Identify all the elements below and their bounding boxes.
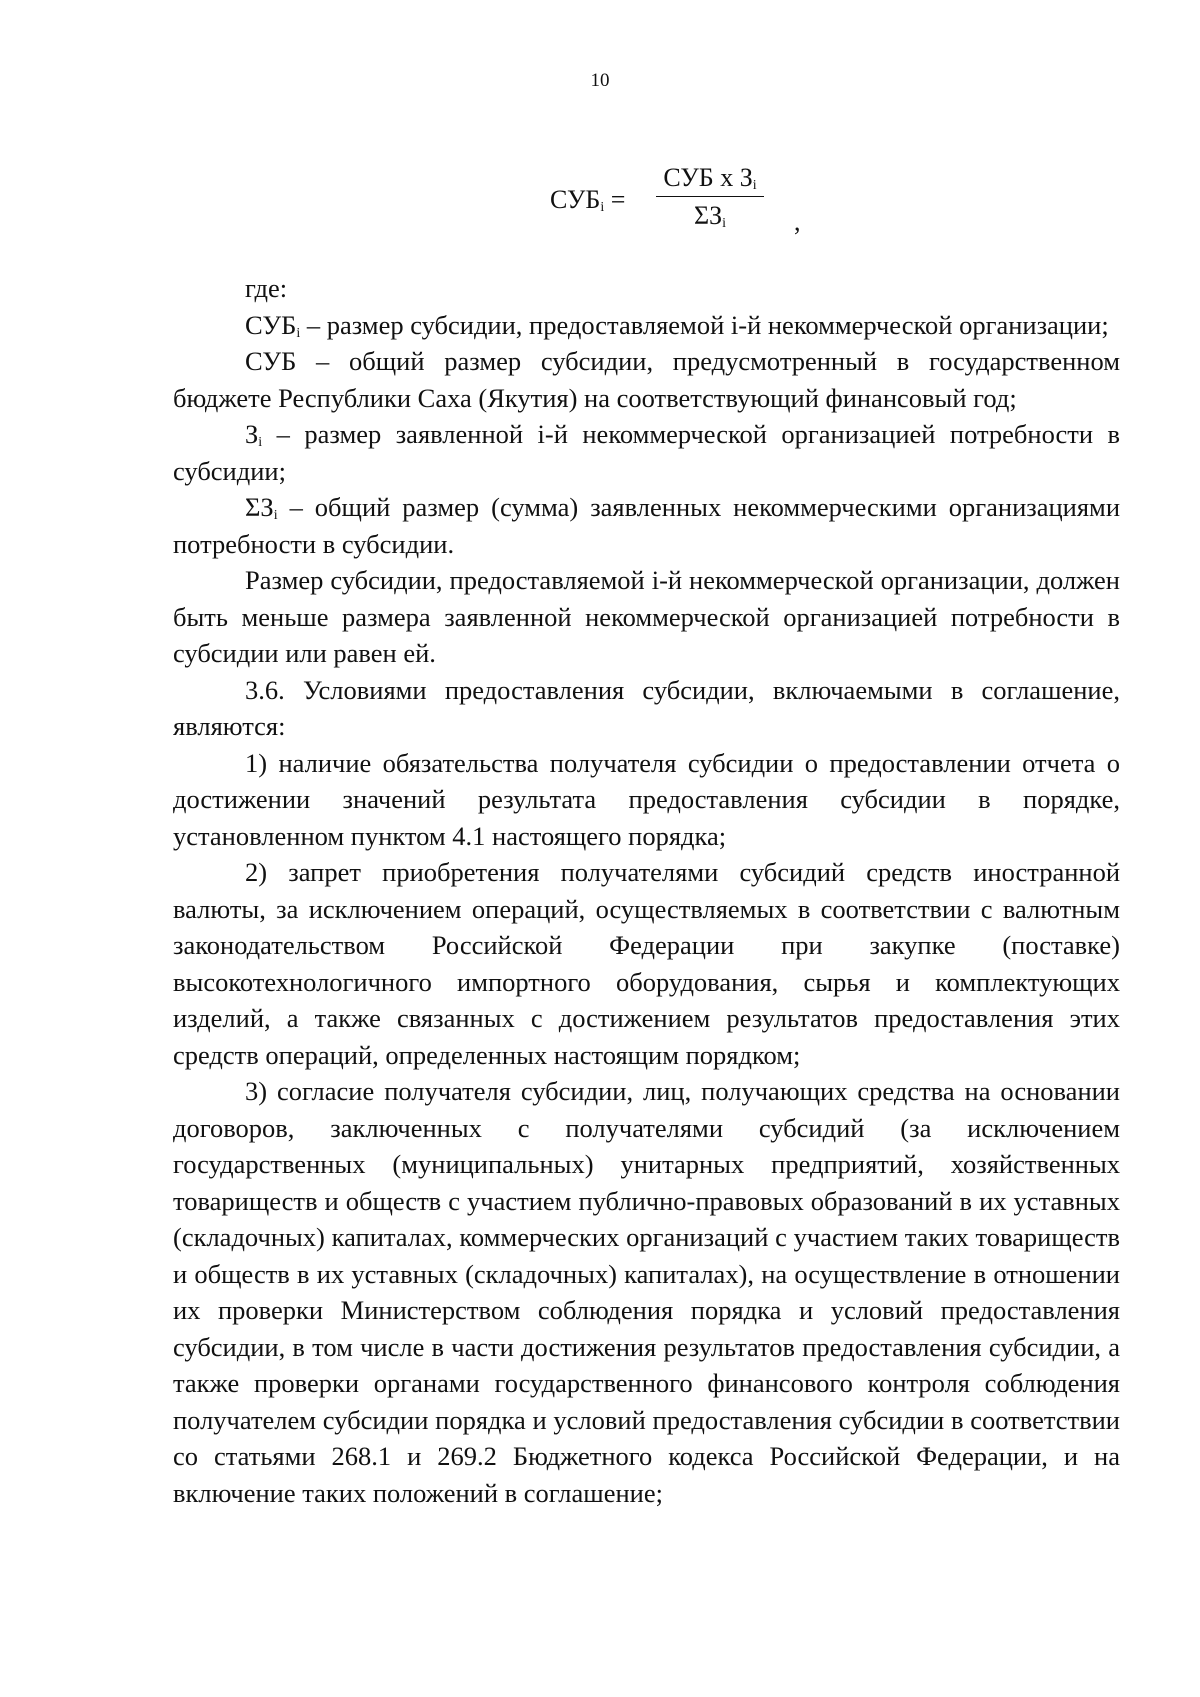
formula-lhs-subscript: i <box>600 200 605 215</box>
definition-z-i-text: – размер заявленной i-й некоммерческой организацией потребности в субсидии; <box>173 419 1120 486</box>
formula-numerator-subscript: i <box>752 178 757 193</box>
symbol-z-i: З <box>245 419 259 449</box>
symbol-sum-z-i-subscript: i <box>273 508 278 523</box>
symbol-z-i-subscript: i <box>258 435 263 450</box>
condition-3: 3) согласие получателя субсидии, лиц, получающих средства на основании договоров, заключенных с получателями субсидий (за исключением государственных (муниципальных) унитарных предприятий, хозяйственных товариществ и обществ с участием публично-правовых образований в их уставных (складочных) капиталах, коммерческих организаций с участием таких товариществ и обществ в их уставных (складочных) капиталах), на осуществление в отношении их проверки Министерством соблюдения порядка и условий предоставления субсидии, в том числе в части достижения результатов предоставления субсидии, а также проверки органами государственного финансового контроля соблюдения получателем субсидии порядка и условий предоставления субсидии в соответствии со статьями 268.1 и 269.2 Бюджетного кодекса Российской Федерации, и на включение таких положений в соглашение; <box>173 1076 1120 1508</box>
definition-sum-z-i-text: – общий размер (сумма) заявленных некоммерческими организациями потребности в субсидии. <box>173 492 1120 559</box>
formula-denominator-subscript: i <box>722 216 727 231</box>
formula-lhs <box>550 185 625 215</box>
definition-sub-i <box>173 307 1120 344</box>
paragraph-subsidy-size: Размер субсидии, предоставляемой i-й некоммерческой организации, должен быть меньше размера заявленной некоммерческой организацией потребности в субсидии или равен ей. <box>173 565 1120 668</box>
symbol-sum-z-i: ΣЗ <box>245 492 274 522</box>
condition-2: 2) запрет приобретения получателями субсидий средств иностранной валюты, за исключением операций, осуществляемых в соответствии с валютным законодательством Российской Федерации при закупке (поставке) высокотехнологичного импортного оборудования, сырья и комплектующих изделий, а также связанных с достижением результатов предоставления этих средств операций, определенных настоящим порядком; <box>173 857 1120 1070</box>
formula-denominator-text: ΣЗ <box>693 201 723 230</box>
page-number: 10 <box>590 70 610 91</box>
formula-lhs-symbol: СУБ <box>550 185 601 214</box>
where-label: где: <box>245 273 288 303</box>
definition-z-i <box>173 416 1120 489</box>
formula-numerator <box>656 163 764 197</box>
formula-equals: = <box>604 185 626 214</box>
formula-numerator-text: СУБ х З <box>663 163 753 192</box>
formula-fraction <box>656 163 764 231</box>
definition-sum-z-i <box>173 489 1120 562</box>
definition-sub-total: СУБ – общий размер субсидии, предусмотренный в государственном бюджете Республики Саха (Якутия) на соответствующий финансовый год; <box>173 346 1120 413</box>
paragraph-3-6: 3.6. Условиями предоставления субсидии, включаемыми в соглашение, являются: <box>173 674 1120 741</box>
symbol-sub-i-subscript: i <box>296 325 301 341</box>
symbol-sub-i: СУБ <box>245 309 297 340</box>
condition-1: 1) наличие обязательства получателя субсидии о предоставлении отчета о достижении значений результата предоставления субсидии в порядке, установленном пунктом 4.1 настоящего порядка; <box>173 747 1120 851</box>
subsidy-formula <box>550 163 810 243</box>
definition-sub-i-text: – размер субсидии, предоставляемой i-й некоммерческой организации; <box>300 309 1109 340</box>
formula-comma: , <box>794 207 801 236</box>
document-body <box>173 270 1120 1511</box>
formula-denominator <box>656 197 764 231</box>
